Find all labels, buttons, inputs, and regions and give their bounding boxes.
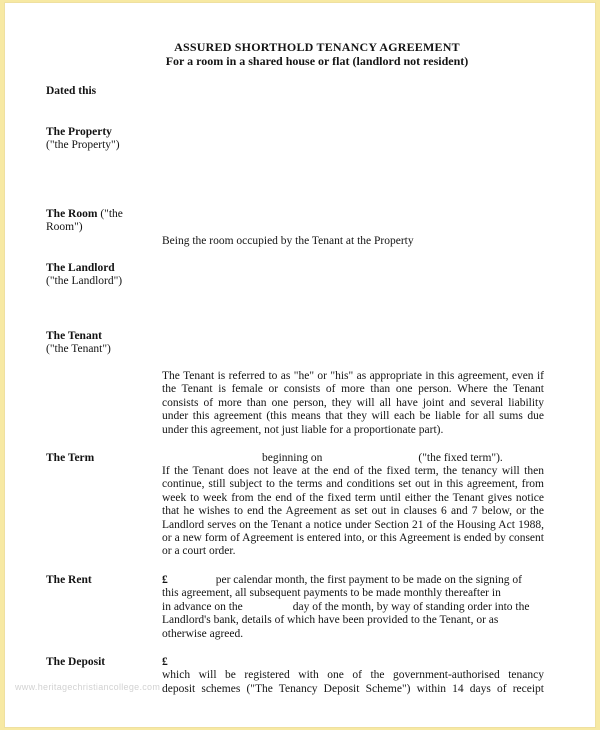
- tenant-section-label: [46, 330, 111, 356]
- agreement-title: ASSURED SHORTHOLD TENANCY AGREEMENT: [174, 40, 460, 54]
- landlord-label: The Landlord: [46, 262, 115, 274]
- term-beginning: beginning on: [262, 452, 323, 464]
- room-section-label: The Room ("the Room"): [46, 208, 123, 233]
- room-description: Being the room occupied by the Tenant at the Property: [162, 235, 414, 247]
- term-description: If the Tenant does not leave at the end of the fixed term, the tenancy will then continue, still subject to the terms and conditions set out in this agreement, from week to week from the end of the fixed term until either the Tenant gives notice that he wishes to end the Agreement as set out in clauses 6 and 7 below, or the Landlord serves on the Tenant a notice under Section 21 of the Housing Act 1988, or a new form of Agreement is entered into, or this Agreement is ended by consent or a court order.: [162, 465, 544, 558]
- watermark-text: www.heritagechristiancollege.com: [15, 682, 161, 692]
- tenant-description: The Tenant is referred to as "he" or "his" as appropriate in this agreement, even if the Tenant is female or consists of more than one person. Where the Tenant consists of more than one person, they will all have joint and several liability under this agreement (this means that they will each be liable for all sums due under this agreement, not just liable for a proportionate part).: [162, 370, 544, 436]
- deposit-section-label: [46, 656, 105, 669]
- document-page: [5, 3, 595, 727]
- term-label: The Term: [46, 452, 95, 464]
- property-label: The Property: [46, 126, 112, 138]
- deposit-label: The Deposit: [46, 656, 106, 668]
- term-section-label: [46, 452, 94, 465]
- property-section-label: [46, 126, 120, 152]
- room-label: The Room: [46, 208, 98, 220]
- rent-section-label: [46, 574, 92, 587]
- landlord-alias: ("the Landlord"): [46, 275, 123, 287]
- term-fixed: ("the fixed term").: [418, 452, 503, 464]
- rent-currency: £: [162, 574, 168, 586]
- rent-description: £ per calendar month, the first payment to be made on the signing of this agreement, all subsequent payments to be made monthly thereafter in in advance on the day of the month, by way of standing order into the Landlord's bank, details of which have been provided to the Tenant, or as otherwise agreed.: [162, 574, 530, 640]
- term-start-line: [162, 452, 544, 465]
- property-alias: ("the Property"): [46, 139, 120, 151]
- dated-label: Dated this: [46, 85, 97, 97]
- deposit-currency: £: [162, 656, 168, 668]
- deposit-description: £ which will be registered with one of the government-authorised tenancy deposit schemes ("The Tenancy Deposit Scheme") within 14 days of receipt: [162, 656, 544, 695]
- tenant-label: The Tenant: [46, 330, 102, 342]
- tenant-alias: ("the Tenant"): [46, 343, 111, 355]
- agreement-subtitle: For a room in a shared house or flat (landlord not resident): [165, 54, 469, 68]
- landlord-section-label: [46, 262, 122, 288]
- rent-label: The Rent: [46, 574, 92, 586]
